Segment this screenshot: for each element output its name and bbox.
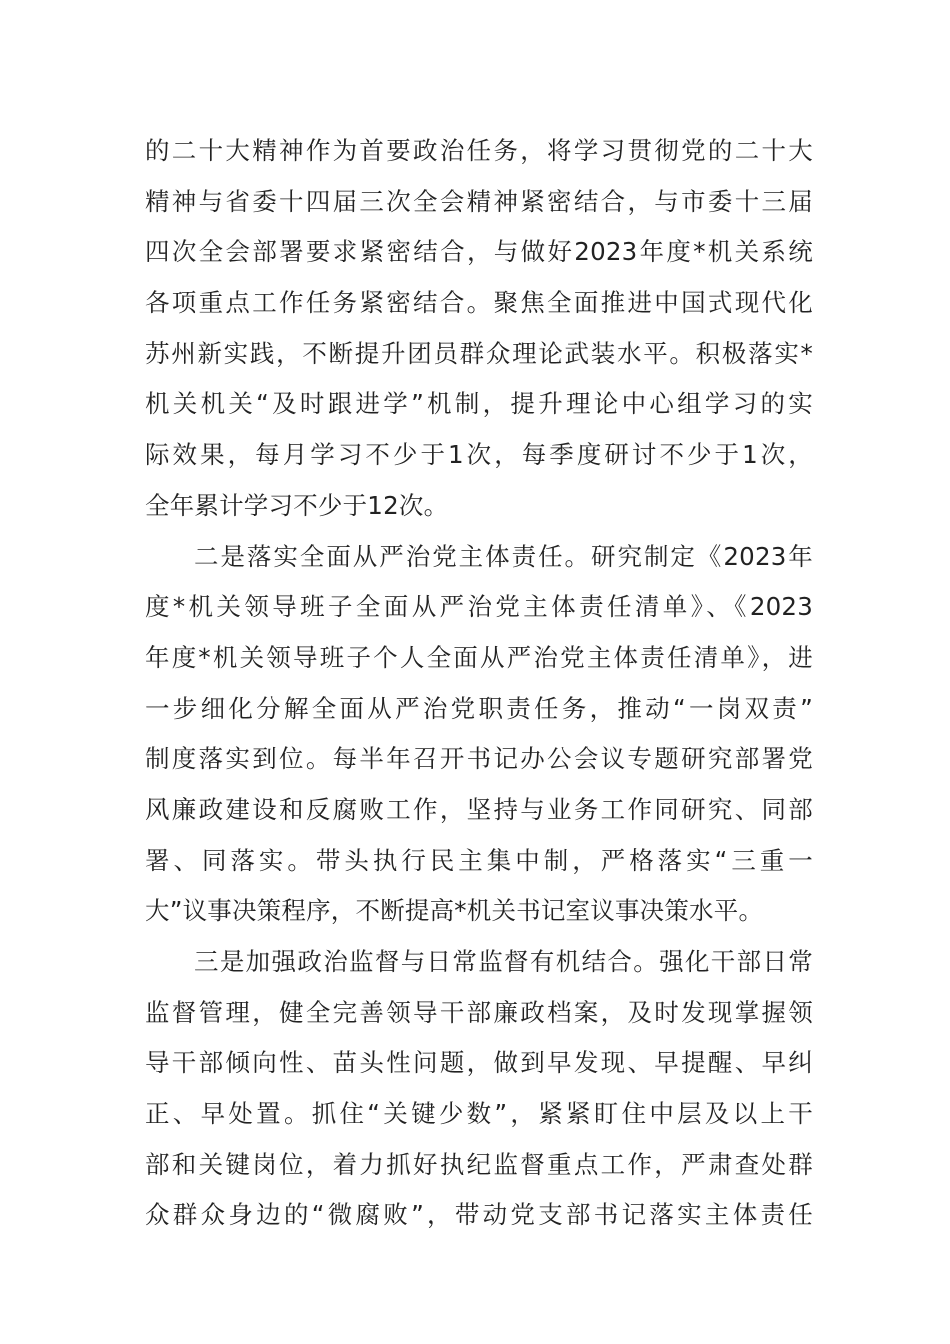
text-line: 年度*机关领导班子个人全面从严治党主体责任清单》，进: [145, 642, 813, 672]
text-line: 精神与省委十四届三次全会精神紧密结合，与市委十三届: [145, 186, 813, 216]
text-line: 苏州新实践，不断提升团员群众理论武装水平。积极落实*: [145, 338, 813, 368]
text-line: 部和关键岗位，着力抓好执纪监督重点工作，严肃查处群: [145, 1149, 813, 1179]
text-line: 制度落实到位。每半年召开书记办公会议专题研究部署党: [145, 744, 813, 774]
text-line: 度*机关领导班子全面从严治党主体责任清单》、《2023: [145, 592, 813, 622]
paragraph: [145, 126, 813, 532]
text-line: 四次全会部署要求紧密结合，与做好2023年度*机关系统: [145, 237, 813, 267]
text-line: 二是落实全面从严治党主体责任。研究制定《2023年: [194, 541, 813, 571]
paragraph: [145, 532, 813, 938]
text-line: 各项重点工作任务紧密结合。聚焦全面推进中国式现代化: [145, 288, 813, 318]
text-line: 的二十大精神作为首要政治任务，将学习贯彻党的二十大: [145, 136, 813, 165]
text-line: 署、同落实。带头执行民主集中制，严格落实“三重一: [145, 845, 813, 875]
text-line: 机关机关“及时跟进学”机制，提升理论中心组学习的实: [145, 389, 813, 419]
text-line: 全年累计学习不少于12次。: [145, 490, 449, 520]
text-line: 监督管理，健全完善领导干部廉政档案，及时发现掌握领: [145, 997, 813, 1027]
text-line: 际效果，每月学习不少于1次，每季度研讨不少于1次，: [145, 440, 813, 470]
text-line: 大”议事决策程序，不断提高*机关书记室议事决策水平。: [145, 896, 764, 926]
text-line: 一步细化分解全面从严治党职责任务，推动“一岗双责”: [145, 693, 813, 723]
paragraph: [145, 937, 813, 1241]
text-line: 导干部倾向性、苗头性问题，做到早发现、早提醒、早纠: [145, 1048, 813, 1078]
text-line: 三是加强政治监督与日常监督有机结合。强化干部日常: [194, 947, 813, 976]
text-line: 正、早处置。抓住“关键少数”，紧紧盯住中层及以上干: [145, 1099, 813, 1129]
text-line: 风廉政建设和反腐败工作，坚持与业务工作同研究、同部: [145, 794, 813, 824]
document-body: [145, 126, 813, 1241]
text-line: 众群众身边的“微腐败”，带动党支部书记落实主体责任: [145, 1200, 813, 1230]
